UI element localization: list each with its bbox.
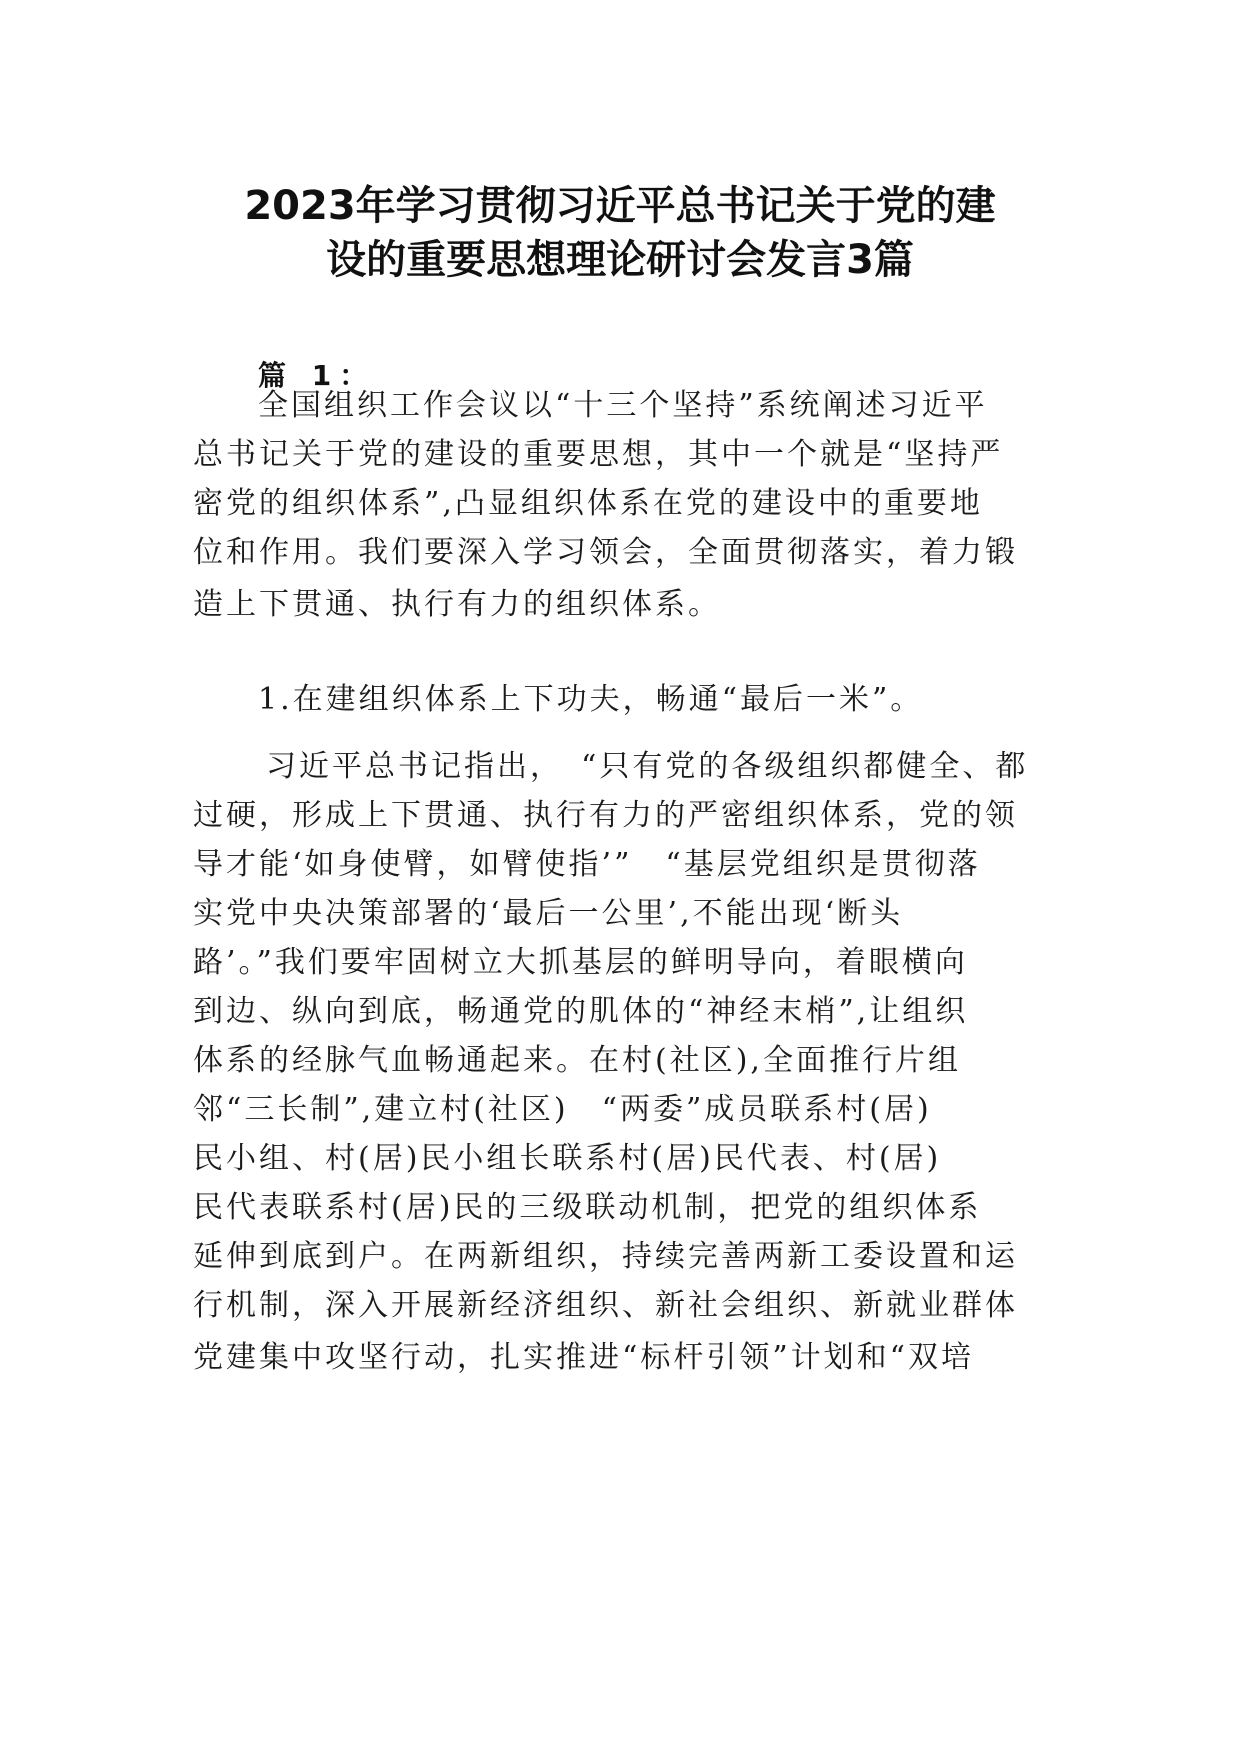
paragraph-2-line: 民小组、村(居)民小组长联系村(居)民代表、村(居) [193, 1141, 942, 1176]
paragraph-1-line: 密党的组织体系”,凸显组织体系在党的建设中的重要地 [193, 486, 983, 521]
paragraph-2-line: 党建集中攻坚行动，扎实推进“标杆引领”计划和“双培 [193, 1340, 975, 1375]
paragraph-2-line: 路’。”我们要牢固树立大抓基层的鲜明导向，着眼横向 [193, 945, 968, 980]
section-heading: 篇 1： [258, 359, 376, 392]
paragraph-2-line: 体系的经脉气血畅通起来。在村(社区),全面推行片组 [193, 1043, 961, 1078]
paragraph-2-line: 民代表联系村(居)民的三级联动机制，把党的组织体系 [193, 1190, 982, 1225]
paragraph-1-line: 总书记关于党的建设的重要思想，其中一个就是“坚持严 [193, 437, 1004, 472]
paragraph-2-line: 实党中央决策部署的‘最后一公里’,不能出现‘断头 [193, 896, 904, 931]
paragraph-2-line: 导才能‘如身使臂，如臂使指’” “基层党组织是贯彻落 [193, 847, 981, 882]
document-title-line-2: 设的重要思想理论研讨会发言3篇 [326, 237, 914, 283]
paragraph-2-line: 到边、纵向到底，畅通党的肌体的“神经末梢”,让组织 [193, 994, 969, 1029]
paragraph-1-line: 位和作用。我们要深入学习领会，全面贯彻落实，着力锻 [193, 535, 1018, 570]
paragraph-1-line: 全国组织工作会议以“十三个坚持”系统阐述习近平 [258, 388, 988, 423]
paragraph-2-line: 延伸到底到户。在两新组织，持续完善两新工委设置和运 [193, 1239, 1018, 1274]
paragraph-1-line: 造上下贯通、执行有力的组织体系。 [193, 587, 721, 622]
document-title-line-1: 2023年学习贯彻习近平总书记关于党的建 [244, 183, 996, 229]
paragraph-2-line: 行机制，深入开展新经济组织、新社会组织、新就业群体 [193, 1288, 1018, 1323]
paragraph-2-line: 邻“三长制”,建立村(社区) “两委”成员联系村(居) [193, 1092, 932, 1127]
paragraph-2-line: 过硬，形成上下贯通、执行有力的严密组织体系，党的领 [193, 798, 1018, 833]
paragraph-2-line: 习近平总书记指出， “只有党的各级组织都健全、都 [266, 749, 1029, 784]
subheading: 1.在建组织体系上下功夫，畅通“最后一米”。 [258, 682, 924, 717]
